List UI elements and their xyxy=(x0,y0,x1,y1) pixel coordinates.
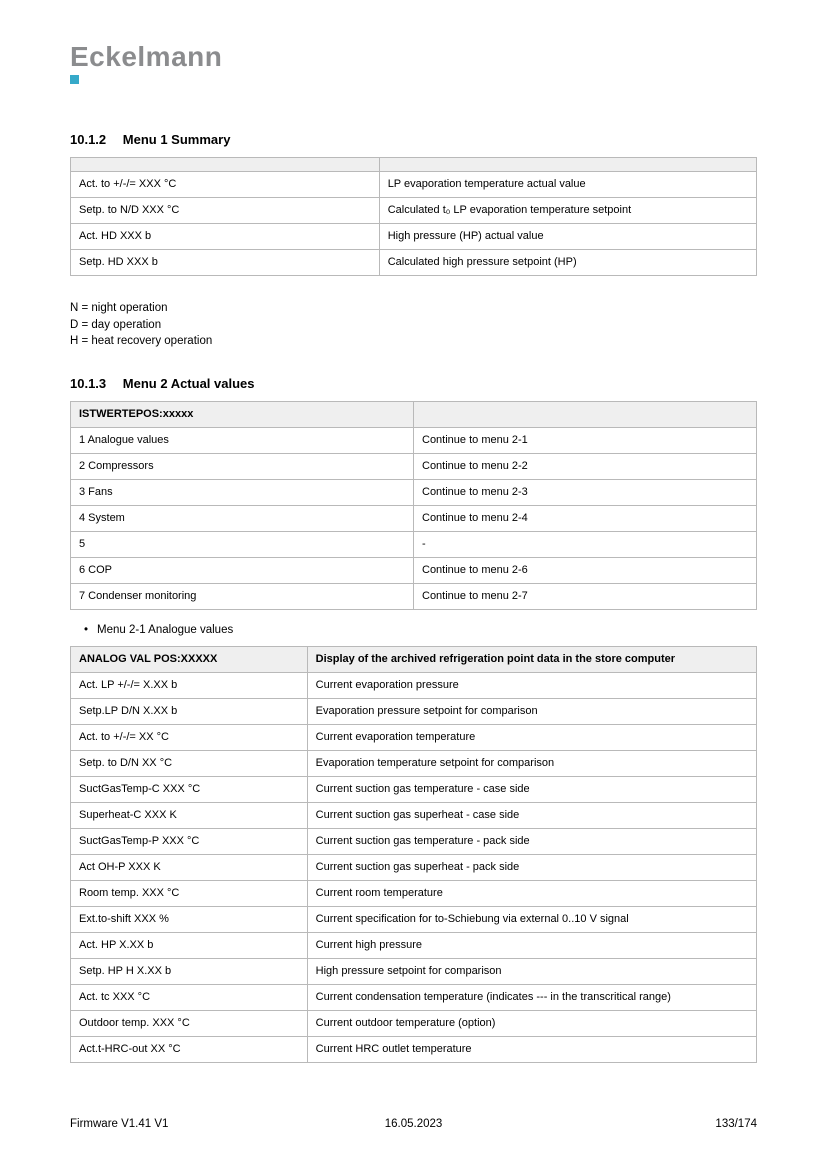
table-cell: Continue to menu 2-4 xyxy=(414,505,757,531)
table-row xyxy=(71,776,757,802)
table-cell: 2 Compressors xyxy=(71,453,414,479)
legend-line: D = day operation xyxy=(70,318,162,331)
table-cell: Current high pressure xyxy=(307,932,756,958)
table-cell: Current outdoor temperature (option) xyxy=(307,1010,756,1036)
table-cell: Act. HD XXX b xyxy=(71,224,380,250)
menu1-summary-table xyxy=(70,157,757,276)
table-cell: Current specification for to-Schiebung via external 0..10 V signal xyxy=(307,906,756,932)
bullet-list-item xyxy=(84,624,757,636)
logo-wordmark: Eckelmann xyxy=(70,41,223,72)
menu2-actual-values-table xyxy=(70,401,757,610)
table-header-cell xyxy=(379,158,756,172)
footer-date: 16.05.2023 xyxy=(384,1118,443,1130)
table-row xyxy=(71,453,757,479)
table-header-cell: ISTWERTEPOS:xxxxx xyxy=(71,401,414,427)
table-cell: 6 COP xyxy=(71,557,414,583)
legend-line: N = night operation xyxy=(70,302,168,314)
table-row xyxy=(71,583,757,609)
logo-accent-square xyxy=(70,75,79,84)
table-cell: Current HRC outlet temperature xyxy=(307,1036,756,1062)
table-cell: - xyxy=(414,531,757,557)
table-row xyxy=(71,984,757,1010)
table-cell: LP evaporation temperature actual value xyxy=(379,172,756,198)
table-row xyxy=(71,698,757,724)
legend-notes xyxy=(70,300,757,350)
section-title: Menu 1 Summary xyxy=(122,132,231,147)
table-cell: Current evaporation temperature xyxy=(307,724,756,750)
table-cell: Act. LP +/-/= X.XX b xyxy=(71,672,308,698)
bullet-marker: • xyxy=(84,623,89,636)
table-row xyxy=(71,557,757,583)
section-number: 10.1.2 xyxy=(70,132,107,147)
table-cell: 3 Fans xyxy=(71,479,414,505)
table-cell: Setp. to N/D XXX °C xyxy=(71,198,380,224)
section-heading-menu2-actual-values xyxy=(70,376,757,391)
table-cell: Ext.to-shift XXX % xyxy=(71,906,308,932)
table-row xyxy=(71,531,757,557)
table-row xyxy=(71,932,757,958)
table-row xyxy=(71,198,757,224)
table-row xyxy=(71,958,757,984)
table-cell: Current evaporation pressure xyxy=(307,672,756,698)
table-cell: Continue to menu 2-7 xyxy=(414,583,757,609)
page-footer xyxy=(70,1118,757,1130)
section-number: 10.1.3 xyxy=(70,375,107,391)
table-row xyxy=(71,802,757,828)
table-cell: Calculated t₀ LP evaporation temperature setpoint xyxy=(379,198,756,224)
legend-line: H = heat recovery operation xyxy=(70,335,213,347)
table-cell: Superheat-C XXX K xyxy=(71,802,308,828)
table-cell: Act. HP X.XX b xyxy=(71,932,308,958)
table-row xyxy=(71,672,757,698)
table-cell: High pressure setpoint for comparison xyxy=(307,958,756,984)
table-row xyxy=(71,880,757,906)
table-cell: 5 xyxy=(71,531,414,557)
table-cell: 4 System xyxy=(71,505,414,531)
section-title: Menu 2 Actual values xyxy=(122,375,255,391)
bullet-label: Menu 2-1 Analogue values xyxy=(97,623,234,636)
table-row xyxy=(71,828,757,854)
table-cell: Room temp. XXX °C xyxy=(71,880,308,906)
table-cell: Evaporation temperature setpoint for comparison xyxy=(307,750,756,776)
table-cell: Current room temperature xyxy=(307,880,756,906)
table-cell: Continue to menu 2-3 xyxy=(414,479,757,505)
table-row xyxy=(71,479,757,505)
table-header-cell xyxy=(71,158,380,172)
table-row xyxy=(71,1010,757,1036)
table-cell: Setp.LP D/N X.XX b xyxy=(71,698,308,724)
table-cell: Calculated high pressure setpoint (HP) xyxy=(379,250,756,276)
footer-page-number: 133/174 xyxy=(715,1118,757,1130)
table-header-cell: ANALOG VAL POS:XXXXX xyxy=(71,646,308,672)
table-cell: Continue to menu 2-1 xyxy=(414,427,757,453)
logo xyxy=(70,42,757,84)
table-row xyxy=(71,1036,757,1062)
table-cell: Setp. HD XXX b xyxy=(71,250,380,276)
table-row xyxy=(71,750,757,776)
table-cell: Continue to menu 2-2 xyxy=(414,453,757,479)
table-row xyxy=(71,250,757,276)
table-row xyxy=(71,172,757,198)
table-cell: Act. to +/-/= XX °C xyxy=(71,724,308,750)
table-cell: Act OH-P XXX K xyxy=(71,854,308,880)
table-cell: High pressure (HP) actual value xyxy=(379,224,756,250)
footer-firmware-version: Firmware V1.41 V1 xyxy=(70,1118,169,1130)
table-header-cell xyxy=(414,401,757,427)
table-cell: 1 Analogue values xyxy=(71,427,414,453)
table-header-row xyxy=(71,646,757,672)
table-cell: Act.t-HRC-out XX °C xyxy=(71,1036,308,1062)
table-cell: Setp. HP H X.XX b xyxy=(71,958,308,984)
section-heading-menu1-summary xyxy=(70,132,757,147)
table-cell: Act. to +/-/= XXX °C xyxy=(71,172,380,198)
menu2-1-analogue-values-table xyxy=(70,646,757,1063)
table-row xyxy=(71,427,757,453)
table-cell: Act. tc XXX °C xyxy=(71,984,308,1010)
table-cell: Current suction gas superheat - case side xyxy=(307,802,756,828)
table-row xyxy=(71,724,757,750)
table-cell: Continue to menu 2-6 xyxy=(414,557,757,583)
table-row xyxy=(71,505,757,531)
table-cell: Current suction gas temperature - pack side xyxy=(307,828,756,854)
table-cell: Current condensation temperature (indicates --- in the transcritical range) xyxy=(307,984,756,1010)
table-cell: Current suction gas superheat - pack side xyxy=(307,854,756,880)
table-cell: Outdoor temp. XXX °C xyxy=(71,1010,308,1036)
table-row xyxy=(71,854,757,880)
table-cell: Evaporation pressure setpoint for comparison xyxy=(307,698,756,724)
table-cell: Setp. to D/N XX °C xyxy=(71,750,308,776)
table-row xyxy=(71,224,757,250)
table-row xyxy=(71,906,757,932)
table-cell: SuctGasTemp-C XXX °C xyxy=(71,776,308,802)
table-cell: Current suction gas temperature - case side xyxy=(307,776,756,802)
table-cell: SuctGasTemp-P XXX °C xyxy=(71,828,308,854)
table-header-row xyxy=(71,401,757,427)
table-header-cell: Display of the archived refrigeration point data in the store computer xyxy=(307,646,756,672)
table-header-row xyxy=(71,158,757,172)
table-cell: 7 Condenser monitoring xyxy=(71,583,414,609)
